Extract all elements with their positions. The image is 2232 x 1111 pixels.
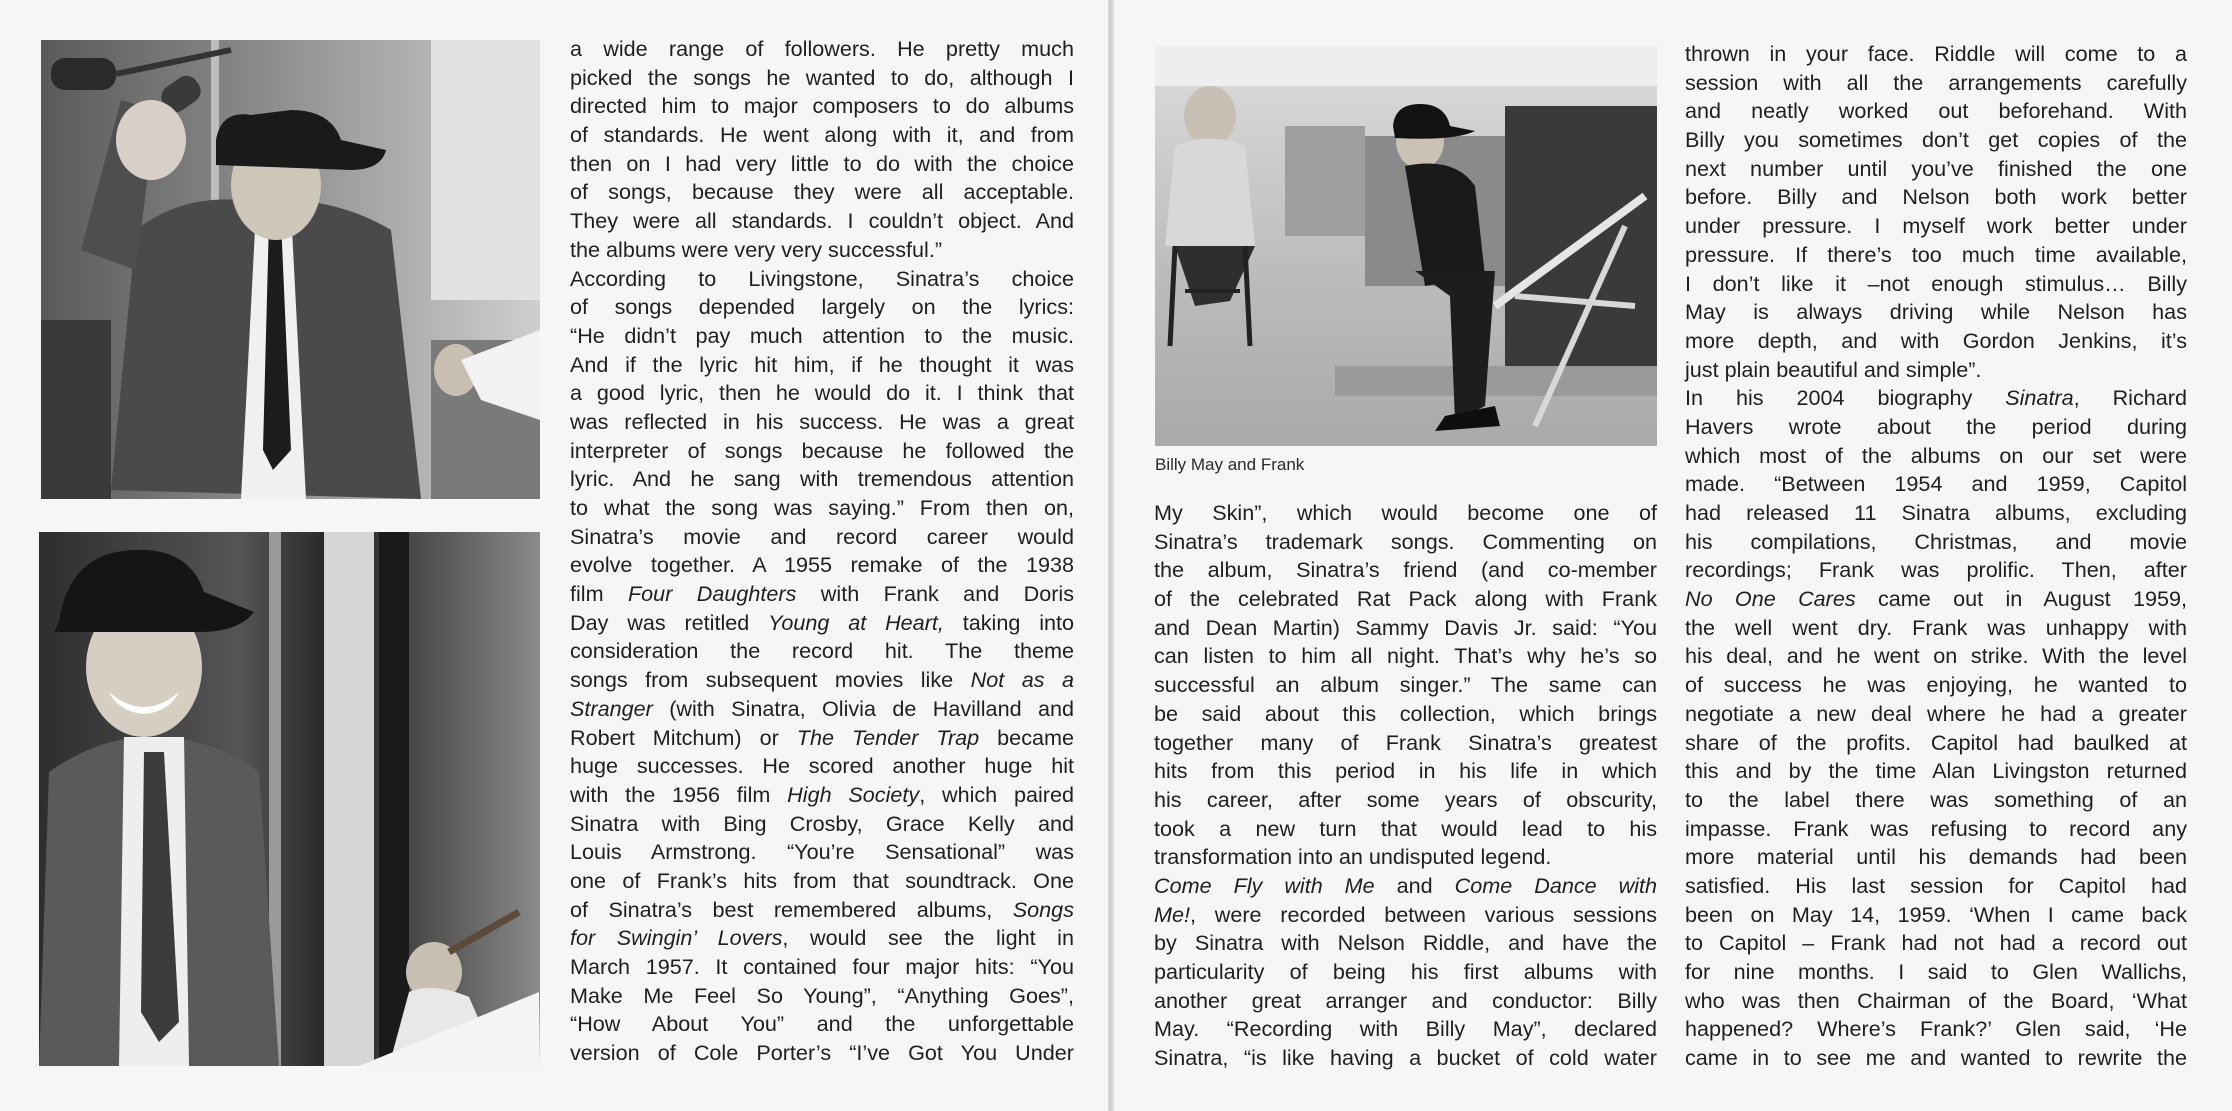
text-run: huge successes. He scored another huge hit (570, 753, 1074, 779)
photo-billy-may-and-frank-image (1155, 46, 1657, 446)
italic-title: Young at Heart, (768, 609, 944, 635)
text-run: to Capitol – Frank had not had a record out (1685, 930, 2187, 956)
text-line (1154, 614, 1657, 643)
text-line (570, 982, 1074, 1011)
italic-title: No One Cares (1685, 586, 1856, 612)
text-line (570, 781, 1074, 810)
text-line (1685, 155, 2187, 184)
text-run: and (1374, 872, 1455, 898)
text-line (1154, 958, 1657, 987)
text-run: lyric. And he sang with tremendous attention (570, 466, 1074, 492)
text-run: They were all standards. I couldn’t object. And (570, 208, 1074, 234)
text-run: more material until his demands had been (1685, 844, 2187, 870)
text-line (570, 408, 1074, 437)
left-text-column (570, 35, 1074, 1068)
text-line (1685, 843, 2187, 872)
text-run: his compilations, Christmas, and movie (1685, 528, 2187, 554)
text-line (1685, 97, 2187, 126)
text-line (570, 322, 1074, 351)
text-line (1685, 872, 2187, 901)
text-run: and neatly worked out beforehand. With (1685, 98, 2187, 124)
text-run: film (570, 581, 628, 607)
middle-text-column (1154, 499, 1657, 1073)
italic-title: Me! (1154, 901, 1190, 927)
text-line (1154, 757, 1657, 786)
text-run: be said about this collection, which brings (1154, 700, 1657, 726)
text-run: May. “Recording with Billy May”, declared (1154, 1016, 1657, 1042)
text-run: directed him to major composers to do albums (570, 93, 1074, 119)
text-run: for nine months. I said to Glen Wallichs, (1685, 959, 2187, 984)
italic-title: Not as a (970, 667, 1075, 693)
text-run: My Skin”, which would become one of (1154, 500, 1657, 525)
text-run: a wide range of followers. He pretty much (570, 36, 1074, 61)
text-line (1685, 126, 2187, 155)
text-run: was reflected in his success. He was a great (570, 408, 1074, 434)
text-line (570, 724, 1074, 753)
italic-title: High Society (787, 781, 920, 807)
text-run: “How About You” and the unforgettable (570, 1011, 1074, 1037)
text-line (570, 695, 1074, 724)
text-run: of songs, because they were all acceptable. (570, 179, 1074, 205)
text-run: then on I had very little to do with the choice (570, 150, 1074, 176)
text-run: happened? Where’s Frank?’ Glen said, ‘He (1685, 1016, 2187, 1042)
text-run: together many of Frank Sinatra’s greatest (1154, 729, 1657, 755)
text-run: evolve together. A 1955 remake of the 1938 (570, 552, 1074, 578)
text-run: , which paired (919, 781, 1074, 807)
text-line (1685, 413, 2187, 442)
text-run: of standards. He went along with it, and from (570, 122, 1074, 148)
text-run: which most of the albums on our set were (1685, 442, 2187, 468)
text-line (1154, 843, 1657, 872)
text-line (1685, 671, 2187, 700)
text-line (1685, 356, 2187, 385)
text-run: , Richard (2073, 385, 2187, 411)
text-run: before. Billy and Nelson both work better (1685, 184, 2187, 210)
text-line (570, 437, 1074, 466)
text-run: And if the lyric hit him, if he thought it was (570, 351, 1074, 377)
text-run: picked the songs he wanted to do, although I (570, 64, 1074, 90)
text-line (1685, 40, 2187, 69)
text-run: of success he was enjoying, he wanted to (1685, 672, 2187, 698)
italic-title: Songs (1012, 896, 1074, 922)
text-line (1685, 757, 2187, 786)
text-run: came in to see me and wanted to rewrite the (1685, 1045, 2187, 1071)
text-run: impasse. Frank was refusing to record any (1685, 815, 2187, 841)
italic-title: Four Daughters (627, 581, 797, 607)
text-line (1154, 499, 1657, 528)
text-line (1685, 585, 2187, 614)
text-run: the albums were very very successful.” (570, 236, 943, 262)
text-line (1685, 700, 2187, 729)
text-run: can listen to him all night. That’s why he’s so (1154, 643, 1657, 669)
text-line (570, 64, 1074, 93)
text-line (570, 351, 1074, 380)
text-run: (with Sinatra, Olivia de Havilland and (652, 695, 1074, 721)
text-run: , were recorded between various sessions (1190, 901, 1657, 927)
text-line (570, 523, 1074, 552)
text-run: May is always driving while Nelson has (1685, 299, 2187, 325)
text-run: been on May 14, 1959. ‘When I came back (1685, 901, 2187, 927)
text-run: recordings; Frank was prolific. Then, after (1685, 557, 2187, 583)
text-run: and Dean Martin) Sammy Davis Jr. said: “You (1154, 614, 1657, 640)
text-line (570, 465, 1074, 494)
text-line (570, 637, 1074, 666)
text-line (570, 92, 1074, 121)
text-run: Robert Mitchum) or (570, 724, 797, 750)
photo-sinatra-laughing-image (39, 532, 540, 1066)
text-run: the well went dry. Frank was unhappy with (1685, 614, 2187, 640)
text-line (1685, 786, 2187, 815)
text-run: transformation into an undisputed legend. (1154, 844, 1552, 870)
text-run: Sinatra with Bing Crosby, Grace Kelly and (570, 810, 1074, 836)
text-line (570, 150, 1074, 179)
text-run: of the celebrated Rat Pack along with Frank (1154, 586, 1657, 612)
text-line (1685, 327, 2187, 356)
text-line (570, 666, 1074, 695)
text-run: March 1957. It contained four major hits: “You (570, 954, 1074, 979)
text-line (1685, 614, 2187, 643)
text-run: with Frank and Doris (796, 581, 1074, 607)
text-run: , would see the light in (782, 925, 1074, 951)
photo-billy-may-and-frank (1155, 46, 1657, 446)
text-line (1154, 700, 1657, 729)
text-run: next number until you’ve finished the one (1685, 155, 2187, 181)
text-line (1685, 499, 2187, 528)
text-line (1685, 528, 2187, 557)
text-line (570, 1010, 1074, 1039)
text-line (1154, 528, 1657, 557)
text-line (570, 207, 1074, 236)
text-line (570, 810, 1074, 839)
text-line (1685, 1044, 2187, 1073)
text-run: Day was retitled (570, 609, 769, 635)
text-line (570, 178, 1074, 207)
text-run: I don’t like it –not enough stimulus… Billy (1685, 270, 2187, 296)
italic-title: Sinatra (2005, 385, 2074, 411)
text-run: consideration the record hit. The theme (570, 638, 1074, 664)
text-line (1685, 929, 2187, 958)
photo-sinatra-microphone (41, 40, 540, 499)
text-line (570, 121, 1074, 150)
text-line (1685, 384, 2187, 413)
text-line (1154, 729, 1657, 758)
text-run: hits from this period in his life in which (1154, 758, 1657, 784)
text-line (1685, 183, 2187, 212)
text-line (1685, 642, 2187, 671)
text-line (1154, 1044, 1657, 1073)
text-line (1685, 442, 2187, 471)
text-line (1154, 872, 1657, 901)
text-line (570, 265, 1074, 294)
text-run: this and by the time Alan Livingston returned (1685, 758, 2187, 784)
italic-title: The Tender Trap (796, 724, 980, 750)
text-run: “He didn’t pay much attention to the music. (570, 322, 1074, 348)
text-line (1685, 212, 2187, 241)
text-run: Billy you sometimes don’t get copies of the (1685, 127, 2187, 153)
text-line (570, 236, 1074, 265)
text-run: taking into (943, 609, 1075, 635)
photo-sinatra-laughing (39, 532, 540, 1066)
text-run: under pressure. I myself work better under (1685, 213, 2187, 239)
text-line (1154, 1015, 1657, 1044)
text-run: took a new turn that would lead to his (1154, 815, 1657, 841)
text-run: satisfied. His last session for Capitol had (1685, 872, 2187, 898)
text-run: with the 1956 film (570, 781, 788, 807)
text-line (1685, 470, 2187, 499)
text-line (1685, 298, 2187, 327)
text-line (1154, 815, 1657, 844)
text-line (570, 752, 1074, 781)
text-run: one of Frank’s hits from that soundtrack. One (570, 867, 1074, 893)
text-run: another great arranger and conductor: Billy (1154, 987, 1657, 1013)
text-line (1685, 901, 2187, 930)
text-run: successful an album singer.” The same can (1154, 672, 1657, 698)
text-run: Make Me Feel So Young”, “Anything Goes”, (570, 982, 1074, 1008)
text-run: negotiate a new deal where he had a greater (1685, 700, 2187, 726)
text-run: In his 2004 biography (1685, 385, 2006, 411)
text-run: made. “Between 1954 and 1959, Capitol (1685, 471, 2187, 497)
text-run: thrown in your face. Riddle will come to a (1685, 41, 2187, 66)
italic-title: Stranger (570, 695, 653, 721)
text-line (1154, 786, 1657, 815)
text-line (570, 551, 1074, 580)
text-run: pressure. If there’s too much time available, (1685, 241, 2187, 267)
text-line (1685, 815, 2187, 844)
text-run: came out in August 1959, (1855, 586, 2187, 612)
text-run: to what the song was saying.” From then on, (570, 495, 1074, 520)
text-line (1685, 1015, 2187, 1044)
text-run: songs from subsequent movies like (570, 667, 971, 693)
text-line (1685, 729, 2187, 758)
text-run: According to Livingstone, Sinatra’s choice (570, 265, 1074, 291)
right-text-column (1685, 40, 2187, 1073)
text-run: particularity of being his first albums with (1154, 959, 1657, 984)
text-line (570, 494, 1074, 523)
text-line (570, 580, 1074, 609)
text-run: became (979, 724, 1074, 750)
text-run: Havers wrote about the period during (1685, 413, 2187, 439)
text-run: of songs depended largely on the lyrics: (570, 294, 1074, 320)
text-line (570, 35, 1074, 64)
text-line (570, 609, 1074, 638)
italic-title: Come Dance with (1454, 872, 1658, 898)
text-run: a good lyric, then he would do it. I think that (570, 380, 1074, 406)
text-line (1685, 270, 2187, 299)
text-line (570, 1039, 1074, 1068)
text-line (1154, 556, 1657, 585)
italic-title: for Swingin’ Lovers (570, 925, 783, 951)
text-line (1685, 241, 2187, 270)
text-run: of Sinatra’s best remembered albums, (570, 896, 1013, 922)
text-run: Sinatra, “is like having a bucket of cold water (1154, 1045, 1657, 1071)
italic-title: Come Fly with Me (1154, 872, 1375, 898)
text-run: Sinatra’s movie and record career would (570, 523, 1074, 549)
text-run: Louis Armstrong. “You’re Sensational” was (570, 839, 1074, 865)
text-run: had released 11 Sinatra albums, excluding (1685, 500, 2187, 525)
text-line (570, 379, 1074, 408)
text-run: interpreter of songs because he followed the (570, 437, 1074, 463)
text-line (1685, 69, 2187, 98)
text-line (570, 896, 1074, 925)
text-run: version of Cole Porter’s “I’ve Got You Under (570, 1040, 1074, 1066)
text-run: his career, after some years of obscurity, (1154, 786, 1657, 812)
text-line (570, 924, 1074, 953)
text-run: the album, Sinatra’s friend (and co-member (1154, 557, 1657, 583)
text-line (570, 293, 1074, 322)
photo-caption: Billy May and Frank (1155, 455, 1305, 474)
text-run: his deal, and he went on strike. With the level (1685, 643, 2187, 669)
text-line (570, 953, 1074, 982)
text-line (1685, 556, 2187, 585)
text-run: to the label there was something of an (1685, 786, 2187, 812)
text-run: more depth, and with Gordon Jenkins, it’s (1685, 327, 2187, 353)
text-line (1154, 642, 1657, 671)
photo-sinatra-microphone-image (41, 40, 540, 499)
text-line (1154, 987, 1657, 1016)
text-line (1685, 987, 2187, 1016)
text-line (1685, 958, 2187, 987)
text-line (570, 867, 1074, 896)
text-run: session with all the arrangements carefully (1685, 69, 2187, 95)
text-line (1154, 901, 1657, 930)
text-run: who was then Chairman of the Board, ‘What (1685, 987, 2187, 1013)
text-line (1154, 585, 1657, 614)
text-run: just plain beautiful and simple”. (1685, 356, 1982, 382)
text-line (570, 838, 1074, 867)
text-run: by Sinatra with Nelson Riddle, and have the (1154, 930, 1657, 956)
text-line (1154, 671, 1657, 700)
text-line (1154, 929, 1657, 958)
text-run: Sinatra’s trademark songs. Commenting on (1154, 528, 1657, 554)
text-run: share of the profits. Capitol had baulked at (1685, 729, 2187, 755)
